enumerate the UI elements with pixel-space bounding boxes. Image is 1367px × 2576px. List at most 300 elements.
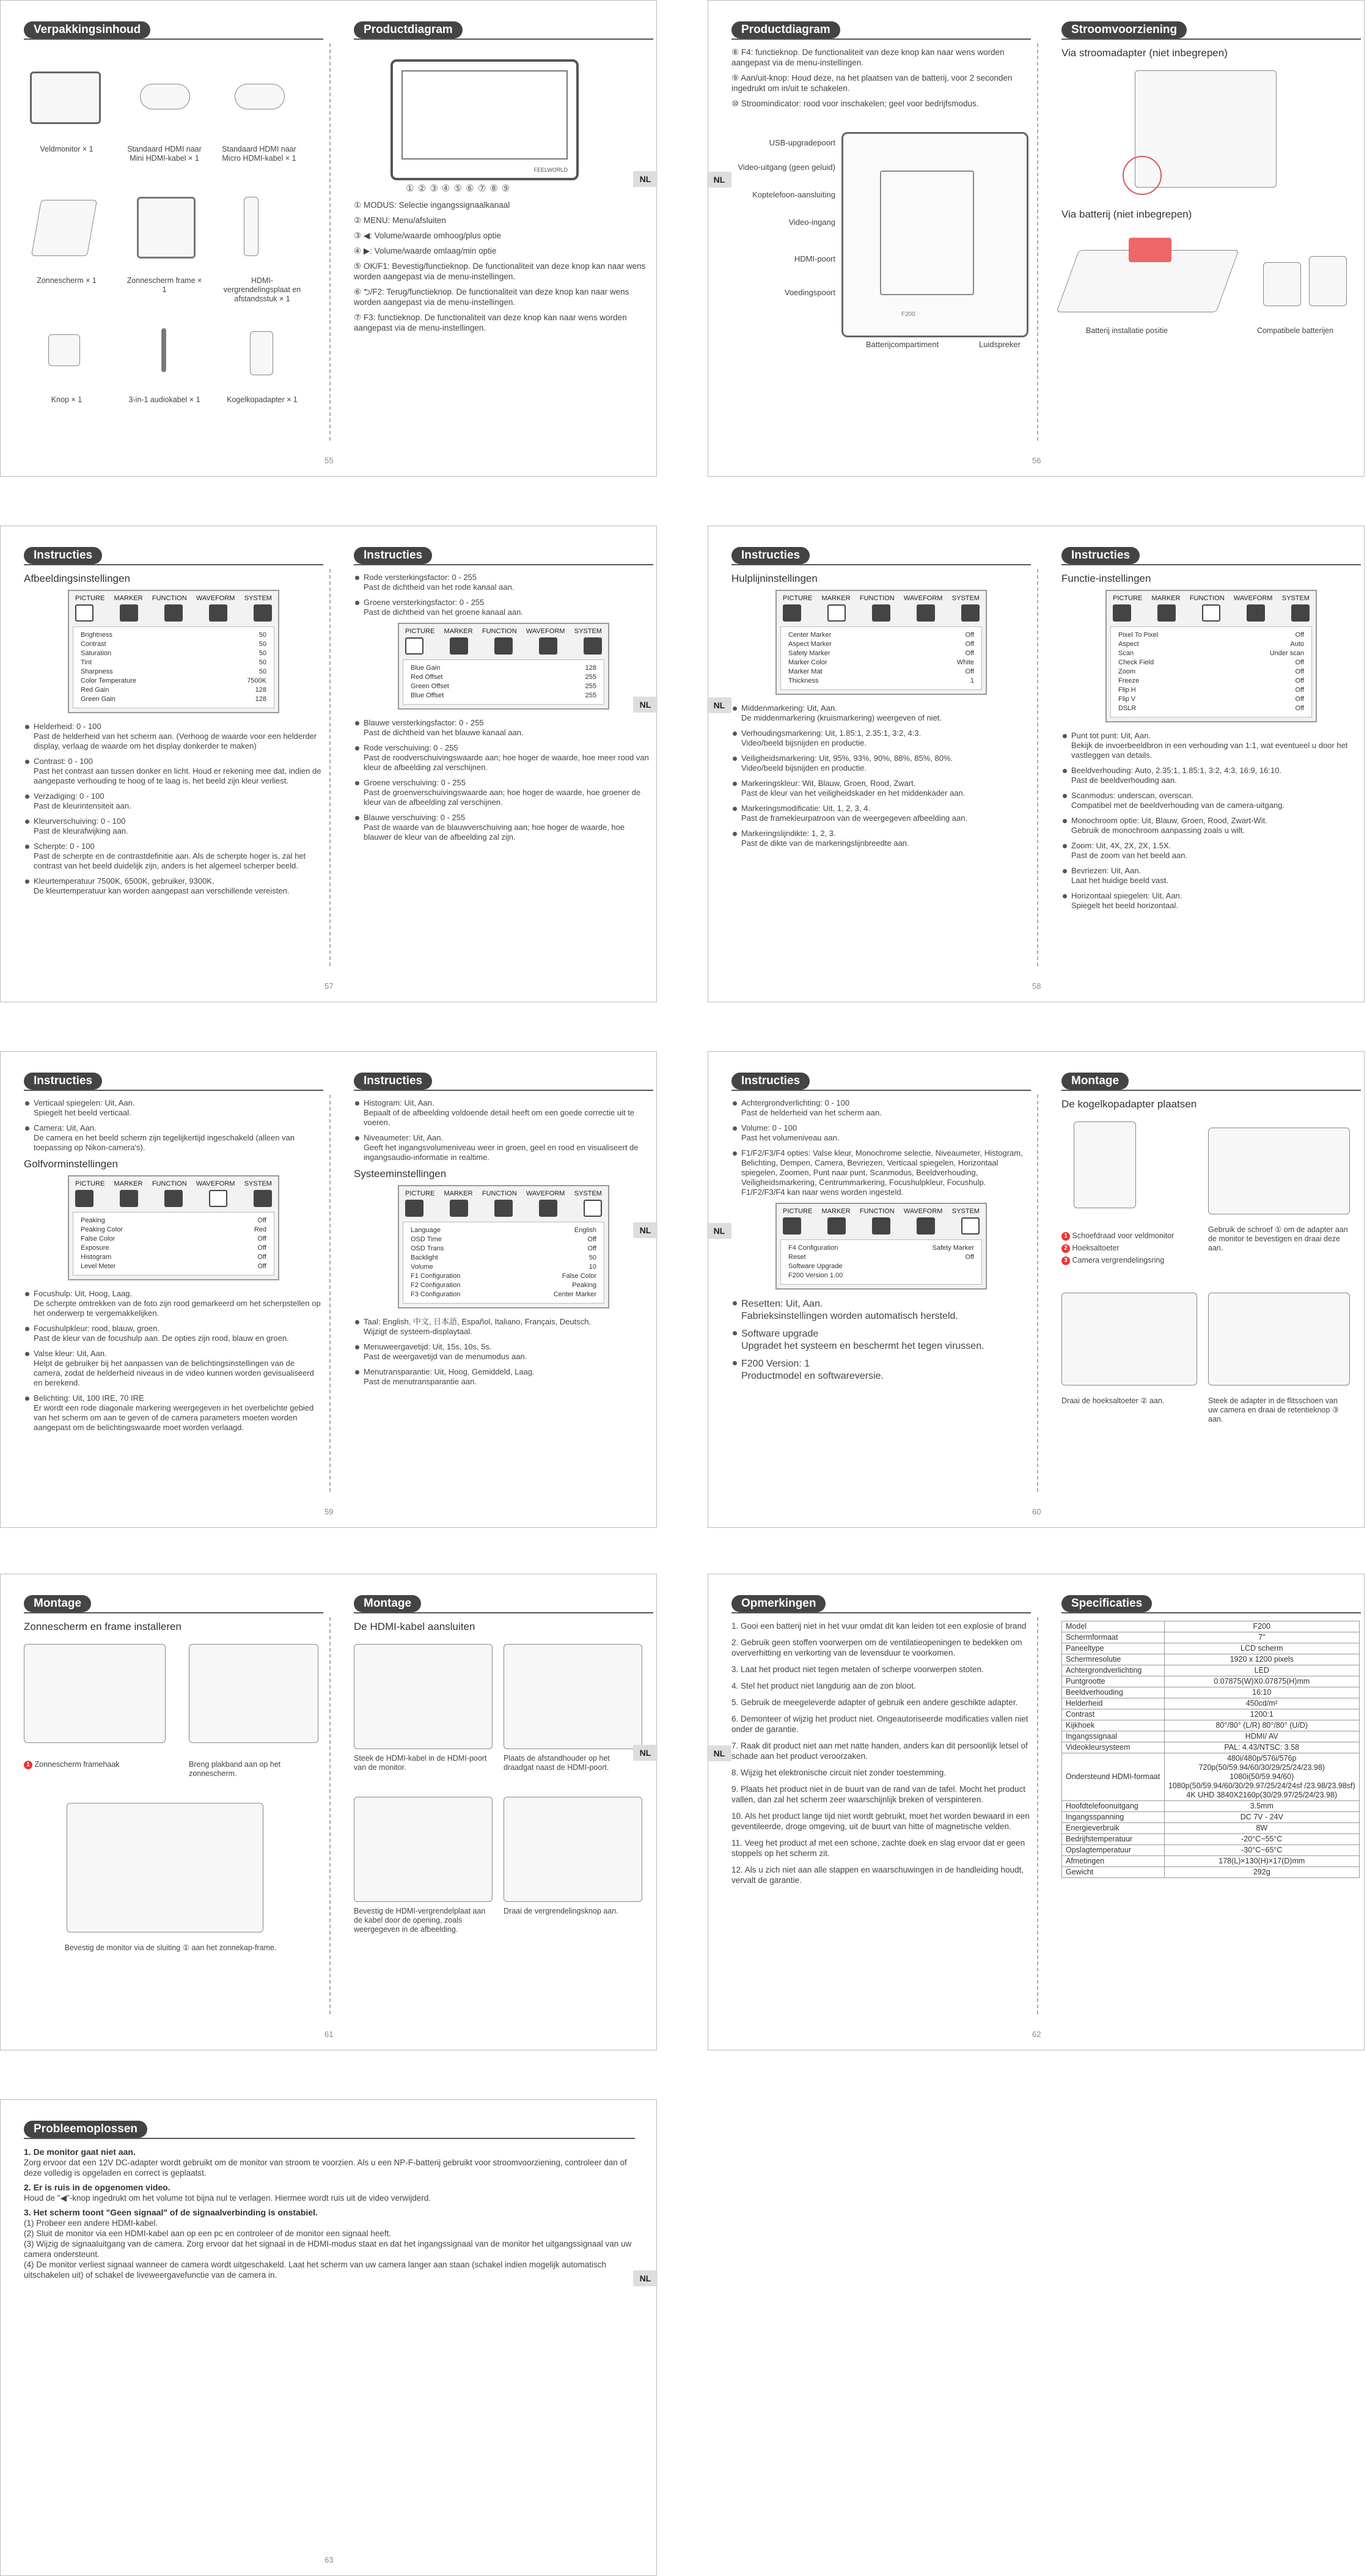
bullet-title: Punt tot punt: Uit, Aan. (1071, 731, 1151, 740)
problem-text: (1) Probeer een andere HDMI-kabel. (2) Sluit de monitor via een HDMI-kabel aan op een pc en controleer of de monitor een signaal heeft. (3) Wijzig de signaaluitgang van de camera. Zorg ervoor dat het signaal in de HDMI-modus staat en dat het ingangssignaal van de monitor het uitgangssignaal van uw camera ondersteunt. (4) De monitor verliest signaal wanneer de camera wordt uitgeschakeld. Laat het scherm van uw camera langer aan staan (schakel indien mogelijk automatisch uitschakelen uit) of schakel de liveweergavefunctie van de camera in. (24, 2218, 632, 2280)
port-label: Voedingspoort (784, 288, 835, 297)
row-label: Color Temperature (81, 677, 136, 684)
bullet-text: Past de dichtheid van het groene kanaal aan. (364, 607, 523, 617)
battery-illustration (1061, 226, 1361, 348)
gear-icon (254, 604, 272, 622)
ball-head-steps (1061, 1115, 1361, 1458)
note-item: 1. Gooi een batterij niet in het vuur omdat dit kan leiden tot een explosie of brand (731, 1621, 1027, 1631)
waveform-icon (917, 604, 935, 622)
package-grid (24, 47, 323, 414)
spec-label: Bedrijfstemperatuur (1062, 1834, 1165, 1845)
section-title: Instructies (24, 547, 102, 564)
gear-icon (584, 1200, 602, 1217)
marker-icon (120, 1190, 138, 1207)
bullet-text: De middenmarkering (kruismarkering) weergeven of niet. (741, 713, 942, 722)
bullet-text: F1/F2/F3/F4 kan naar wens worden ingesteld. (741, 1187, 904, 1197)
bullet-text: Past de kleur van de focushulp aan. De opties zijn rood, blauw en groen. (34, 1334, 289, 1343)
subtitle: Via stroomadapter (niet inbegrepen) (1061, 47, 1228, 59)
setting-bullet (731, 804, 1031, 823)
row-value: 7500K (247, 677, 266, 684)
problem-heading: 2. Er is ruis in de opgenomen video. (24, 2182, 170, 2192)
row-value: 255 (585, 673, 596, 681)
row-value: False Color (562, 1272, 596, 1280)
section-header (731, 1591, 1031, 1613)
menu-row (81, 649, 266, 658)
subtitle: Systeeminstellingen (354, 1168, 447, 1180)
page-number: 56 (1032, 456, 1041, 465)
language-tab: NL (633, 1745, 658, 1761)
legend-text: Camera vergrendelingsring (1072, 1256, 1165, 1264)
setting-bullet (354, 1317, 653, 1337)
subtitle: Functie-instellingen (1061, 573, 1151, 584)
row-label: Center Marker (788, 631, 832, 639)
menu-row (81, 631, 266, 640)
picture-icon (75, 1190, 93, 1207)
function-icon (872, 1217, 890, 1235)
tab-waveform: WAVEFORM (1233, 595, 1273, 602)
row-value: 128 (255, 695, 266, 703)
section-title: Specificaties (1061, 1595, 1152, 1612)
row-label: Marker Mat (788, 668, 823, 675)
package-item: Zonnescherm × 1 (37, 276, 97, 285)
waveform-icon (209, 1190, 227, 1207)
bullet-text: Wijzigt de systeem-displaytaal. (364, 1327, 472, 1336)
section-header (354, 1591, 653, 1613)
page-divider (329, 1617, 331, 2014)
bullet-text: Past de kleurafwijking aan. (34, 826, 128, 835)
menu-tabs (780, 1208, 982, 1215)
button-desc: ⑨ Aan/uit-knop: Houd deze, na het plaatsen van de batterij, voor 2 seconden ingedrukt om in/uit te schakelen. (731, 73, 1013, 93)
menu-row (81, 1235, 266, 1244)
subtitle: Via batterij (niet inbegrepen) (1061, 208, 1192, 220)
language-tab: NL (633, 2270, 658, 2286)
note-item: 6. Demonteer of wijzig het product niet. Ongeautoriseerde modificaties vallen niet onder de garantie. (731, 1714, 1028, 1734)
setting-bullet (731, 1148, 1031, 1197)
bullet-title: Markeringslijndikte: 1, 2, 3. (741, 829, 836, 838)
setting-bullet (354, 718, 653, 738)
gear-icon (1291, 604, 1310, 622)
note-item: 8. Wijzig het elektronische circuit niet zonder toestemming. (731, 1768, 947, 1777)
step-caption: Gebruik de schroef ① om de adapter aan de monitor te bevestigen en draai deze aan. (1208, 1225, 1348, 1252)
row-label: Blue Gain (411, 664, 441, 672)
menu-row (81, 1262, 266, 1271)
bullet-title: Verzadiging: 0 - 100 (34, 791, 104, 801)
setting-bullet (24, 1393, 323, 1433)
legend-item: 1 Schoefdraad voor veldmonitor (1061, 1231, 1196, 1241)
spec-row (1062, 1812, 1360, 1823)
bullet-title: Verhoudingsmarkering: Uit, 1.85:1, 2.35:1, 3:2, 4:3. (741, 728, 922, 738)
function-icon (494, 1200, 513, 1217)
row-label: Peaking Color (81, 1226, 123, 1233)
page-divider (1037, 1617, 1038, 2014)
page-number: 58 (1032, 982, 1041, 991)
sunshade-side-sketch (189, 1644, 318, 1743)
setting-bullet (1061, 731, 1361, 760)
tab-marker: MARKER (114, 1180, 143, 1187)
part-label: Luidspreker (979, 340, 1021, 349)
package-item: Kogelkopadapter × 1 (227, 395, 298, 404)
bullet-title: Markeringsmodificatie: Uit, 1, 2, 3, 4. (741, 804, 870, 813)
button-desc: ⑦ F3: functieknop. De functionaliteit van deze knop kan naar wens worden aangepast via de menu-instellingen. (354, 313, 627, 332)
row-value: Red (254, 1226, 266, 1233)
gear-icon (961, 1217, 980, 1235)
monitor-frame-sketch (67, 1803, 263, 1932)
bullet-title: Focushulp: Uit, Hoog, Laag. (34, 1289, 133, 1298)
bullet-text: De scherpte omtrekken van de foto zijn rood gemarkeerd om het scherpstellen op het onderwerp te vergemakkelijken. (34, 1299, 321, 1318)
page-62-right (1061, 1591, 1361, 2031)
setting-bullet (731, 1098, 1031, 1118)
spec-row (1062, 1643, 1360, 1654)
tab-function: FUNCTION (152, 595, 187, 602)
section-header (731, 1069, 1031, 1091)
spec-value: DC 7V - 24V (1164, 1812, 1359, 1823)
row-value: English (574, 1227, 596, 1234)
section-title: Instructies (731, 547, 810, 564)
bullet-text: Past de beeldverhouding aan. (1071, 776, 1177, 785)
bullet-text: Past de dichtheid van het blauwe kanaal aan. (364, 728, 524, 737)
row-label: Reset (788, 1253, 806, 1261)
setting-bullet (731, 703, 1031, 723)
row-label: F3 Configuration (411, 1291, 461, 1298)
menu-row (411, 1272, 596, 1281)
row-value: Off (1295, 686, 1304, 694)
spec-label: Ingangssignaal (1062, 1731, 1165, 1742)
picture-icon (1113, 604, 1131, 622)
bullet-text: Past de scherpte en de contrastdefinitie aan. Als de scherpte hoger is, zal het contrast van het beeld duidelijk zijn, anders is het algemeel scherper beeld. (34, 851, 306, 870)
note-item: 9. Plaats het product niet in de buurt van de rand van de tafel. Mocht het product vallen, dan zal het scherm zeer waarschijnlijk breken of verspinteren. (731, 1785, 1026, 1804)
model-label: F200 (901, 311, 915, 318)
spec-label: Schermformaat (1062, 1632, 1165, 1643)
row-value: 255 (585, 692, 596, 699)
setting-bullet (24, 1289, 323, 1318)
setting-bullet (354, 1098, 653, 1128)
picture-icon (405, 637, 423, 655)
spec-row (1062, 1856, 1360, 1867)
page-56-right (1061, 18, 1361, 458)
setting-bullet (354, 1133, 653, 1162)
waveform-icon (1247, 604, 1265, 622)
note-item: 5. Gebruik de meegeleverde adapter of gebruik een andere geschikte adapter. (731, 1698, 1018, 1707)
setting-bullet (1061, 866, 1361, 886)
page-number: 55 (324, 456, 334, 465)
bullet-title: Rode verschuiving: 0 - 255 (364, 743, 458, 752)
spec-label: Model (1062, 1621, 1165, 1632)
bullet-text: Past het volumeniveau aan. (741, 1133, 840, 1142)
row-value: 10 (588, 1263, 596, 1271)
menu-row (1118, 704, 1304, 713)
page-57-left (24, 543, 323, 983)
row-value: Off (1295, 705, 1304, 712)
menu-row (411, 682, 596, 691)
row-label: Flip V (1118, 695, 1136, 703)
language-tab: NL (707, 172, 731, 188)
button-desc: ⑧ F4: functieknop. De functionaliteit van deze knop kan naar wens worden aangepast via de menu-instellingen. (731, 48, 1005, 67)
row-value: 50 (258, 640, 266, 648)
subtitle: De HDMI-kabel aansluiten (354, 1621, 475, 1632)
menu-row (788, 640, 974, 649)
menu-tabs (1110, 595, 1312, 602)
bullet-text: Past de roodverschuivingswaarde aan; hoe hoger de waarde, hoe meer rood van kleur de afbeelding zal verschijnen. (364, 753, 649, 772)
monitor-side-sketch (1061, 1293, 1197, 1385)
row-label: F200 Version 1.00 (788, 1272, 843, 1279)
row-label: OSD Time (411, 1236, 442, 1243)
section-header (731, 543, 1031, 565)
hdmi-steps (354, 1638, 653, 2005)
page-59-right (354, 1069, 653, 1509)
section-header (354, 1069, 653, 1091)
row-label: OSD Trans (411, 1245, 444, 1252)
bullet-text: Spiegelt het beeld horizontaal. (1071, 901, 1178, 910)
menu-row (411, 1235, 596, 1244)
menu-row (411, 691, 596, 700)
function-icon (1202, 604, 1220, 622)
bullet-text: Past de waarde van de blauwverschuiving aan; hoe hoger de waarde, hoe blauwer de kleur van de afbeelding zal zijn. (364, 823, 625, 842)
page-divider (1037, 43, 1038, 441)
page-number: 61 (324, 2030, 334, 2039)
battery-sketch (1309, 256, 1347, 306)
row-label: Red Gain (81, 686, 109, 694)
bullet-text: Video/beeld bijsnijden en productie. (741, 738, 867, 747)
setting-bullet (354, 1367, 653, 1387)
bullet-text: Past de weergavetijd van de menumodus aan. (364, 1352, 527, 1361)
spec-row (1062, 1801, 1360, 1812)
section-title: Probleemoplossen (24, 2121, 147, 2138)
menu-tabs (403, 1190, 604, 1197)
row-value: Off (1295, 668, 1304, 675)
tab-system: SYSTEM (574, 628, 602, 635)
button-desc: ② MENU: Menu/afsluiten (354, 216, 446, 225)
osd-menu-picture (68, 590, 279, 713)
row-value: Off (965, 668, 974, 675)
port-label: Video-uitgang (geen geluid) (738, 163, 835, 172)
setting-bullet (24, 757, 323, 786)
bullet-text: Geeft het ingangsvolumeniveau weer in groen, geel en rood en visualiseert de ingangsaudio-informatie in realtime. (364, 1143, 639, 1162)
row-value: Off (965, 640, 974, 648)
bullet-title: Histogram: Uit, Aan. (364, 1098, 434, 1107)
tab-waveform: WAVEFORM (196, 595, 235, 602)
page-59-left (24, 1069, 323, 1509)
page-number: 62 (1032, 2030, 1041, 2039)
row-label: Thickness (788, 677, 819, 684)
row-value: 1 (970, 677, 974, 684)
bullet-title: Focushulpkleur: rood, blauw, groen. (34, 1324, 159, 1333)
bullet-title: Valse kleur: Uit, Aan. (34, 1349, 107, 1358)
row-value: 255 (585, 683, 596, 690)
page-58-right (1061, 543, 1361, 983)
section-title: Montage (24, 1595, 91, 1612)
menu-row (411, 1290, 596, 1299)
note-item: 3. Laat het product niet tegen metalen of scherpe voorwerpen stoten. (731, 1665, 984, 1674)
bullet-title: Bevriezen: Uit, Aan. (1071, 866, 1142, 875)
row-value: Off (1295, 695, 1304, 703)
spec-value: 16:10 (1164, 1687, 1359, 1698)
spec-value: 8W (1164, 1823, 1359, 1834)
product-back-diagram (731, 114, 1031, 370)
row-value: Off (965, 650, 974, 657)
tab-waveform: WAVEFORM (903, 1208, 943, 1215)
bullet-text: Past de framekleurpatroon van de weergegeven afbeelding aan. (741, 813, 968, 823)
spec-row (1062, 1665, 1360, 1676)
row-value: 50 (258, 650, 266, 657)
menu-row (81, 658, 266, 667)
menu-icons (403, 635, 604, 659)
spec-value: -20°C~55°C (1164, 1834, 1359, 1845)
monitor-illustration (30, 72, 101, 124)
page-57-right (354, 543, 653, 983)
row-label: Software Upgrade (788, 1263, 843, 1270)
bullet-title: F200 Version: 1 (741, 1359, 810, 1369)
bullet-title: Helderheid: 0 - 100 (34, 722, 101, 731)
tab-picture: PICTURE (405, 1190, 435, 1197)
language-tab: NL (633, 1222, 658, 1238)
step-caption: Plaats de afstandhouder op het draadgat naast de HDMI-poort. (504, 1754, 610, 1772)
spec-label: Ondersteund HDMI-formaat (1062, 1753, 1165, 1801)
row-value: White (956, 659, 974, 666)
spec-value: 450cd/m² (1164, 1698, 1359, 1709)
setting-bullet (1061, 766, 1361, 785)
spec-value: F200 (1164, 1621, 1359, 1632)
setting-bullet (354, 598, 653, 617)
bullet-text: Productmodel en softwareversie. (741, 1371, 884, 1381)
row-value: Off (1295, 631, 1304, 639)
page-number: 59 (324, 1507, 334, 1516)
menu-icons (73, 602, 274, 626)
setting-bullet (1061, 791, 1361, 810)
spec-table (1061, 1621, 1360, 1878)
row-label: False Color (81, 1235, 115, 1242)
tab-waveform: WAVEFORM (526, 1190, 565, 1197)
picture-icon (783, 604, 801, 622)
row-label: Flip H (1118, 686, 1136, 694)
tab-function: FUNCTION (859, 595, 895, 602)
section-title: Opmerkingen (731, 1595, 826, 1612)
tab-system: SYSTEM (951, 1208, 980, 1215)
package-item: Standaard HDMI naar Mini HDMI-kabel × 1 (127, 145, 202, 163)
setting-bullet (731, 754, 1031, 773)
row-value: 50 (258, 668, 266, 675)
audio-cable-illustration (161, 328, 166, 372)
row-label: Brightness (81, 631, 112, 639)
tab-system: SYSTEM (1281, 595, 1310, 602)
page-divider (329, 1095, 331, 1492)
row-label: Marker Color (788, 659, 827, 666)
row-value: Off (257, 1217, 266, 1224)
camera-mount-sketch (1208, 1293, 1350, 1385)
bullet-text: Past de zoom van het beeld aan. (1071, 851, 1188, 860)
tab-picture: PICTURE (783, 595, 813, 602)
bullet-text: Er wordt een rode diagonale markering weergegeven in het overbelichte gebied van het scherm om aan te geven of de camera parameters moeten worden aangepast om de belichtingswaarde moet worden verlaagd. (34, 1403, 314, 1432)
setting-bullet (24, 722, 323, 751)
page-61-right (354, 1591, 653, 2031)
marker-icon (450, 637, 468, 655)
menu-row (81, 1216, 266, 1225)
row-label: Saturation (81, 650, 112, 657)
battery-sketch (1263, 262, 1301, 306)
language-tab: NL (633, 697, 658, 713)
row-label: Pixel To Pixel (1118, 631, 1159, 639)
waveform-icon (209, 604, 227, 622)
step-caption: Steek de adapter in de flitsschoen van uw camera en draai de retentieknop ③ aan. (1208, 1396, 1340, 1423)
menu-row (411, 1253, 596, 1263)
setting-bullet (354, 1342, 653, 1362)
button-callouts: ① ② ③ ④ ⑤ ⑥ ⑦ ⑧ ⑨ (406, 183, 511, 194)
menu-row (788, 1271, 974, 1280)
bullet-title: Volume: 0 - 100 (741, 1123, 797, 1132)
section-header (24, 1069, 323, 1091)
page-spread-60 (708, 1051, 1365, 1528)
menu-row (411, 664, 596, 673)
monitor-front (390, 59, 579, 180)
page-62-left (731, 1591, 1031, 2031)
section-title: Instructies (731, 1073, 810, 1090)
marker-icon (450, 1200, 468, 1217)
section-title: Instructies (24, 1073, 102, 1090)
menu-row (1118, 631, 1304, 640)
section-title: Verpakkingsinhoud (24, 21, 150, 39)
osd-menu-waveform (68, 1175, 279, 1280)
bullet-title: Horizontaal spiegelen: Uit, Aan. (1071, 891, 1182, 900)
setting-bullet (24, 1324, 323, 1343)
hdmi-step-sketch (354, 1797, 493, 1902)
row-value: 50 (588, 1254, 596, 1261)
menu-tabs (73, 1180, 274, 1187)
menu-row (81, 667, 266, 677)
bullet-text: Past de kleurintensiteit aan. (34, 801, 131, 810)
menu-row (81, 695, 266, 704)
page-spread-55 (0, 0, 657, 477)
spec-label: Helderheid (1062, 1698, 1165, 1709)
menu-list (780, 1239, 982, 1285)
bullet-title: Blauwe versterkingsfactor: 0 - 255 (364, 718, 484, 727)
spec-value: 80°/80° (L/R) 80°/80° (U/D) (1164, 1720, 1359, 1731)
spec-row (1062, 1698, 1360, 1709)
spec-label: Kijkhoek (1062, 1720, 1165, 1731)
spec-value: LCD scherm (1164, 1643, 1359, 1654)
bullet-title: Groene versterkingsfactor: 0 - 255 (364, 598, 485, 607)
spec-label: Videokleursysteem (1062, 1742, 1165, 1753)
hdmi-step-sketch (504, 1797, 642, 1902)
bullet-title: Camera: Uit, Aan. (34, 1123, 97, 1132)
spec-value: 0.07875(W)X0.07875(H)mm (1164, 1676, 1359, 1687)
setting-bullet (354, 573, 653, 592)
row-value: 50 (258, 659, 266, 666)
setting-bullet (24, 791, 323, 811)
osd-menu-marker (775, 590, 987, 695)
row-label: Exposure (81, 1244, 109, 1252)
menu-tabs (780, 595, 982, 602)
row-label: Tint (81, 659, 92, 666)
monitor-back (841, 132, 1028, 337)
gear-icon (961, 604, 980, 622)
bullet-title: Menutransparantie: Uit, Hoog, Gemiddeld, Laag. (364, 1367, 535, 1376)
menu-row (788, 1262, 974, 1271)
knob-illustration (48, 334, 80, 366)
package-item: Standaard HDMI naar Micro HDMI-kabel × 1 (222, 145, 296, 163)
section-header (1061, 18, 1361, 40)
spec-value: -30°C~65°C (1164, 1845, 1359, 1856)
tab-marker: MARKER (821, 1208, 851, 1215)
subtitle: De kogelkopadapter plaatsen (1061, 1098, 1197, 1110)
port-label: Video-ingang (788, 218, 835, 227)
adapter-illustration (1061, 64, 1361, 205)
bullet-title: Kleurverschuiving: 0 - 100 (34, 816, 126, 826)
section-title: Instructies (354, 547, 432, 564)
row-label: Language (411, 1227, 441, 1234)
bullet-title: Monochroom optie: Uit, Blauw, Groen, Rood, Zwart-Wit. (1071, 816, 1267, 825)
bullet-text: Video/beeld bijsnijden en productie. (741, 763, 867, 772)
osd-menu-system (398, 1185, 609, 1308)
spec-row (1062, 1731, 1360, 1742)
